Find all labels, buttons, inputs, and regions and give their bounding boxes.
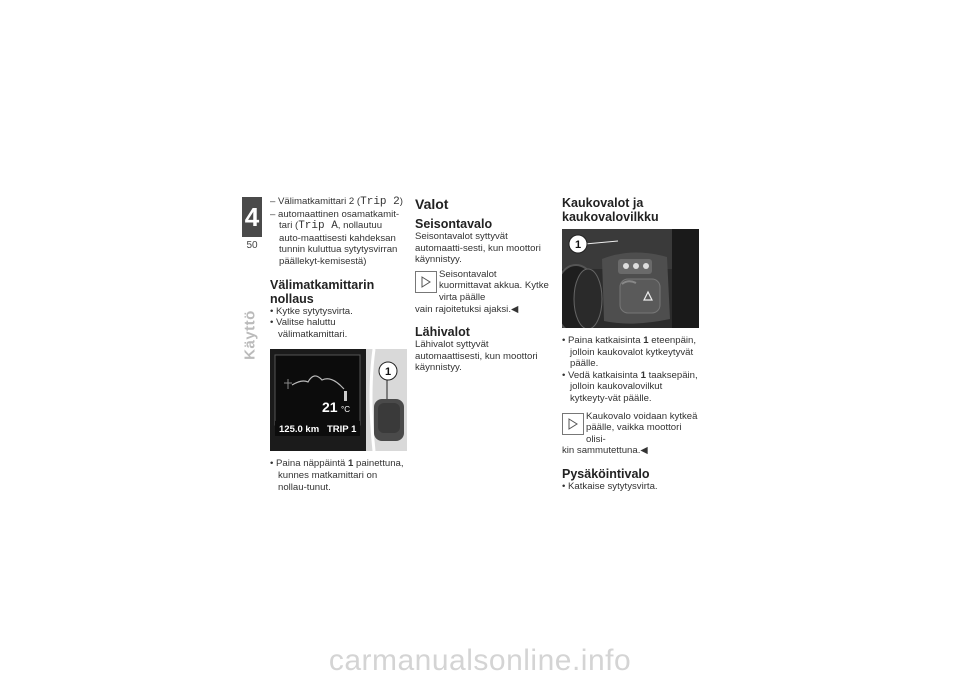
svg-text:1: 1 xyxy=(574,239,582,251)
figure-high-beam-switch xyxy=(562,229,699,328)
heading-high-beam: Kaukovalot ja kaukovalovilkku xyxy=(562,196,659,224)
heading-lights: Valot xyxy=(415,196,449,212)
column-1 xyxy=(270,196,406,493)
instrument-display-illustration xyxy=(270,349,407,451)
heading-parking-light-2: Pysäköintivalo xyxy=(562,466,650,481)
chapter-title-vertical: Käyttö xyxy=(241,310,259,360)
svg-text:1: 1 xyxy=(384,366,392,379)
trip2-item: – Välimatkamittari 2 (Trip 2) xyxy=(270,196,406,209)
bullet-press-reset: • Paina näppäintä 1 painettuna, kunnes matkamittari on nollau-tunut. xyxy=(270,458,406,493)
heading-parking-light: Seisontavalo xyxy=(415,217,493,231)
svg-text:°C: °C xyxy=(341,405,350,415)
bullet-ignition-off: • Katkaise sytytysvirta. xyxy=(562,481,700,493)
heading-low-beam: Lähivalot xyxy=(415,325,470,340)
note-icon xyxy=(562,413,584,435)
bullet-headlight-flasher: • Vedä katkaisinta 1 taaksepäin, jolloin kaukovalovilkut kytkeyty-vät päälle. xyxy=(562,370,700,405)
bullet-select-trip: • Valitse haluttu välimatkamittari. xyxy=(270,317,406,340)
bullet-ignition-on: • Kytke sytytysvirta. xyxy=(270,306,406,318)
handlebar-switch-illustration xyxy=(562,229,699,328)
figure-instrument-display xyxy=(270,349,407,451)
heading-trip-reset: Välimatkamittarin nollaus xyxy=(270,277,375,306)
note-high-beam-end: kin sammutettuna.◀ xyxy=(562,445,648,457)
note-high-beam: Kaukovalo voidaan kytkeä päälle, vaikka moottori olisi- xyxy=(562,411,700,446)
svg-text:TRIP 1: TRIP 1 xyxy=(327,424,357,436)
page-number: 50 xyxy=(246,240,258,251)
parking-light-text: Seisontavalot syttyvät automaatti-sesti, kun moottori käynnistyy. xyxy=(415,231,541,266)
watermark: carmanualsonline.info xyxy=(328,644,632,677)
chapter-number-tab: 4 xyxy=(242,197,262,237)
note-parking-light: Seisontavalot kuormittavat akkua. Kytke virta päälle xyxy=(415,269,550,304)
column-3 xyxy=(562,196,700,493)
svg-text:21: 21 xyxy=(322,399,338,416)
bullet-high-beam-forward: • Paina katkaisinta 1 eteenpäin, jolloin kaukovalot kytkeytyvät päälle. xyxy=(562,335,700,370)
svg-text:125.0 km: 125.0 km xyxy=(279,424,320,436)
column-2 xyxy=(415,196,550,374)
tripA-item: – automaattinen osamatkamit-tari (Trip A, nollautuu auto-maattisesti kahdeksan tunnin kuluttua sytytysvirran päällekyt-kemisestä) xyxy=(270,209,406,268)
note-parking-light-end: vain rajoitetuksi ajaksi.◀ xyxy=(415,303,519,315)
note-icon xyxy=(415,271,437,293)
low-beam-text: Lähivalot syttyvät automaattisesti, kun moottori käynnistyy. xyxy=(415,339,538,374)
